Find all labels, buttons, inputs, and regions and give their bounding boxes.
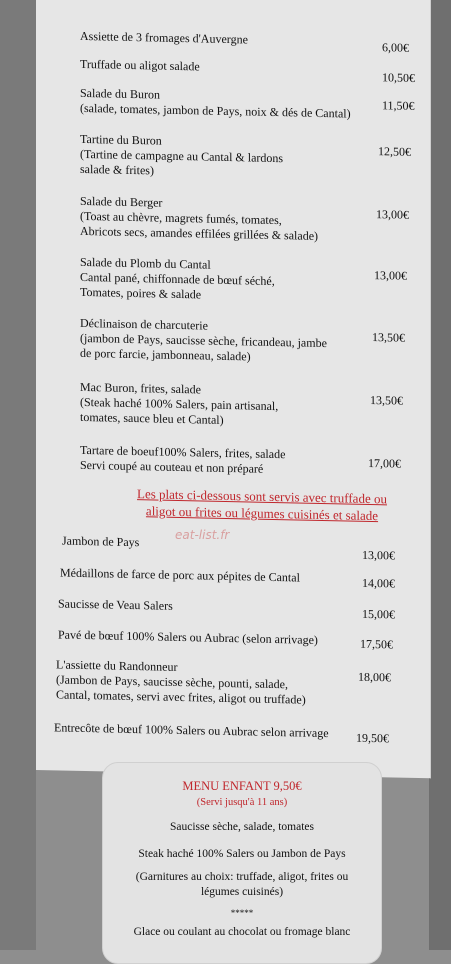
section-title <box>122 0 270 2</box>
item-price: 15,00€ <box>362 606 395 622</box>
kids-menu-separator: ***** <box>230 908 254 918</box>
menu-item <box>36 131 430 178</box>
item-description: Servi coupé au couteau et non préparé <box>80 457 264 476</box>
menu-item <box>36 442 430 476</box>
item-name: Entrecôte de bœuf 100% Salers ou Aubrac selon arrivage <box>54 720 329 741</box>
item-name: Jambon de Pays <box>62 533 140 550</box>
item-name: Salade du Berger <box>80 193 163 210</box>
item-name: Pavé de bœuf 100% Salers ou Aubrac (selon arrivage) <box>58 627 318 647</box>
menu-item <box>36 28 430 55</box>
menu-panel <box>36 0 431 778</box>
item-price: 11,50€ <box>382 98 415 113</box>
item-name: Saucisse de Veau Salers <box>58 596 173 613</box>
item-description: (salade, tomates, jambon de Pays, noix & dés de Cantal) <box>80 100 351 121</box>
menu-item <box>36 657 430 707</box>
item-price: 10,50€ <box>382 70 415 85</box>
menu-item <box>36 315 430 364</box>
menu-item <box>36 596 430 622</box>
menu-item <box>36 533 430 563</box>
item-description: (Jambon de Pays, saucisse sèche, pounti, salade, Cantal, tomates, servi avec frites, aligot ou truffade) <box>56 672 306 707</box>
menu-item <box>36 379 430 427</box>
item-description: (Steak haché 100% Salers, pain artisanal, tomates, sauce bleu et Cantal) <box>80 394 279 427</box>
background-right-strip <box>429 0 451 950</box>
item-description: (jambon de Pays, saucisse sèche, fricandeau, jambe de porc farcie, jambonneau, salade) <box>80 330 327 364</box>
item-description: Cantal pané, chiffonnade de bœuf séché, Tomates, poires & salade <box>80 269 275 302</box>
notice-line-2: aligot ou frites ou légumes cuisinés et salade <box>145 503 379 524</box>
background-left-strip <box>0 0 36 950</box>
menu-item <box>36 193 430 243</box>
item-name: Tartare de boeuf100% Salers, frites, salade <box>80 442 286 462</box>
kids-menu-line: Glace ou coulant au chocolat ou fromage blanc <box>133 926 351 938</box>
item-name: Déclinaison de charcuterie <box>80 315 208 333</box>
watermark-text: eat-list.fr <box>175 528 230 542</box>
menu-item <box>36 56 430 85</box>
kids-menu-panel <box>102 762 382 964</box>
item-name: Mac Buron, frites, salade <box>80 379 201 397</box>
item-name: Salade du Buron <box>80 85 160 102</box>
item-price: 13,00€ <box>374 268 407 283</box>
item-name: Assiette de 3 fromages d'Auvergne <box>80 28 248 47</box>
item-description: (Tartine de campagne au Cantal & lardons salade & frites) <box>80 146 284 178</box>
item-price: 13,00€ <box>376 207 409 222</box>
item-price: 17,50€ <box>360 636 393 652</box>
item-price: 13,50€ <box>372 330 405 345</box>
item-price: 18,00€ <box>358 669 391 685</box>
item-name: Médaillons de farce de porc aux pépites de Cantal <box>60 565 300 585</box>
item-description: (Toast au chèvre, magrets fumés, tomates, Abricots secs, amandes effilées grillées & salade) <box>80 208 319 243</box>
kids-menu-subtitle: (Servi jusqu'à 11 ans) <box>196 797 288 808</box>
item-price: 14,00€ <box>362 575 395 591</box>
menu-item <box>36 627 430 652</box>
item-price: 12,50€ <box>378 144 411 159</box>
item-price: 13,50€ <box>370 392 403 408</box>
item-name: Salade du Plomb du Cantal <box>80 254 211 272</box>
item-price: 13,00€ <box>362 547 395 563</box>
item-price: 6,00€ <box>382 40 409 55</box>
kids-menu-title: MENU ENFANT 9,50€ <box>182 779 302 793</box>
menu-item <box>36 720 430 746</box>
kids-menu-line: Steak haché 100% Salers ou Jambon de Pays <box>138 848 346 860</box>
menu-item <box>36 254 430 302</box>
notice-line-1: Les plats ci-dessous sont servis avec truffade ou <box>137 486 387 507</box>
item-price: 19,50€ <box>356 730 389 746</box>
item-name: Truffade ou aligot salade <box>80 56 200 74</box>
item-name: L'assiette du Randonneur <box>56 657 178 674</box>
kids-menu-line: légumes cuisinés) <box>200 886 284 898</box>
menu-item <box>36 85 430 121</box>
kids-menu-line: Saucisse sèche, salade, tomates <box>169 821 315 833</box>
item-name: Tartine du Buron <box>80 131 162 148</box>
item-price: 17,00€ <box>368 455 401 471</box>
menu-item <box>36 565 430 591</box>
kids-menu-line: (Garnitures au choix: truffade, aligot, frites ou <box>135 871 349 883</box>
